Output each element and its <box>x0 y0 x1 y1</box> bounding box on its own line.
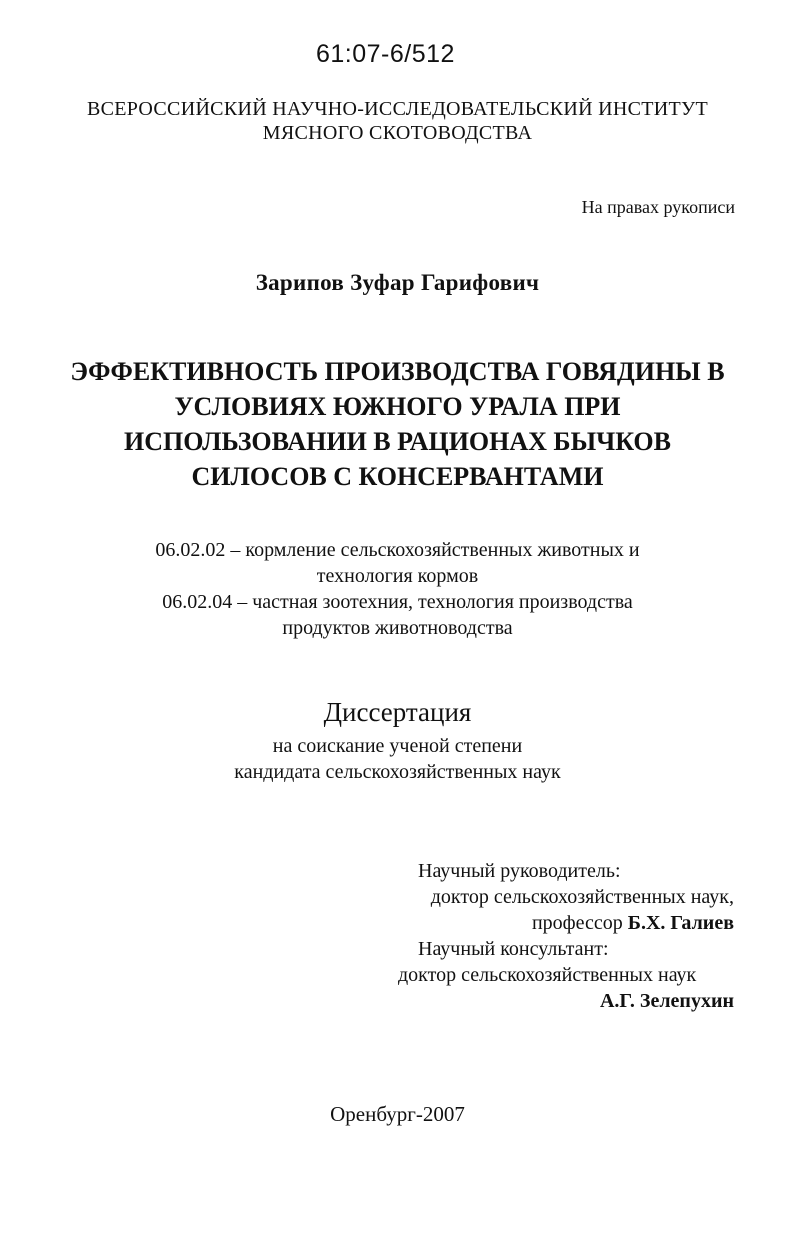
consultant-name: А.Г. Зелепухин <box>599 990 734 1012</box>
supervisor-label: Научный руководитель: <box>418 860 621 882</box>
place-year: Оренбург-2007 <box>330 1102 465 1126</box>
dissertation-title <box>0 354 795 494</box>
degree-line-2: кандидата сельскохозяйственных наук <box>234 761 561 783</box>
consultant-label: Научный консультант: <box>418 938 609 960</box>
work-type: Диссертация <box>323 697 472 727</box>
institution-line-2: МЯСНОГО СКОТОВОДСТВА <box>262 122 533 144</box>
degree-line-1: на соискание ученой степени <box>272 735 523 757</box>
supervisor-rank: профессор <box>531 912 623 934</box>
advisors-block <box>390 858 734 1014</box>
institution-name <box>0 97 795 145</box>
title-line: ИСПОЛЬЗОВАНИИ В РАЦИОНАХ БЫЧКОВ <box>123 427 671 456</box>
institution-line-1: ВСЕРОССИЙСКИЙ НАУЧНО-ИССЛЕДОВАТЕЛЬСКИЙ ИНСТИТУТ <box>86 98 709 120</box>
consultant-degree: доктор сельскохозяйственных наук <box>398 964 697 986</box>
title-line: ЭФФЕКТИВНОСТЬ ПРОИЗВОДСТВА ГОВЯДИНЫ В <box>70 357 725 386</box>
title-line: УСЛОВИЯХ ЮЖНОГО УРАЛА ПРИ <box>174 392 621 421</box>
supervisor-name: Б.Х. Галиев <box>627 912 734 934</box>
degree-sought <box>0 733 795 785</box>
catalog-number: 61:07-6/512 <box>316 40 455 68</box>
supervisor-rank-name <box>390 910 734 936</box>
rights-note: На правах рукописи <box>581 197 735 217</box>
specialty-line: 06.02.04 – частная зоотехния, технология производства <box>162 591 633 613</box>
specialty-line: 06.02.02 – кормление сельскохозяйственных животных и <box>155 539 640 561</box>
specialty-line: технология кормов <box>316 565 479 587</box>
author-name: Зарипов Зуфар Гарифович <box>255 270 540 295</box>
specialty-line: продуктов животноводства <box>282 617 513 639</box>
title-line: СИЛОСОВ С КОНСЕРВАНТАМИ <box>191 462 604 491</box>
specialties <box>0 537 795 641</box>
supervisor-degree: доктор сельскохозяйственных наук, <box>430 886 734 908</box>
